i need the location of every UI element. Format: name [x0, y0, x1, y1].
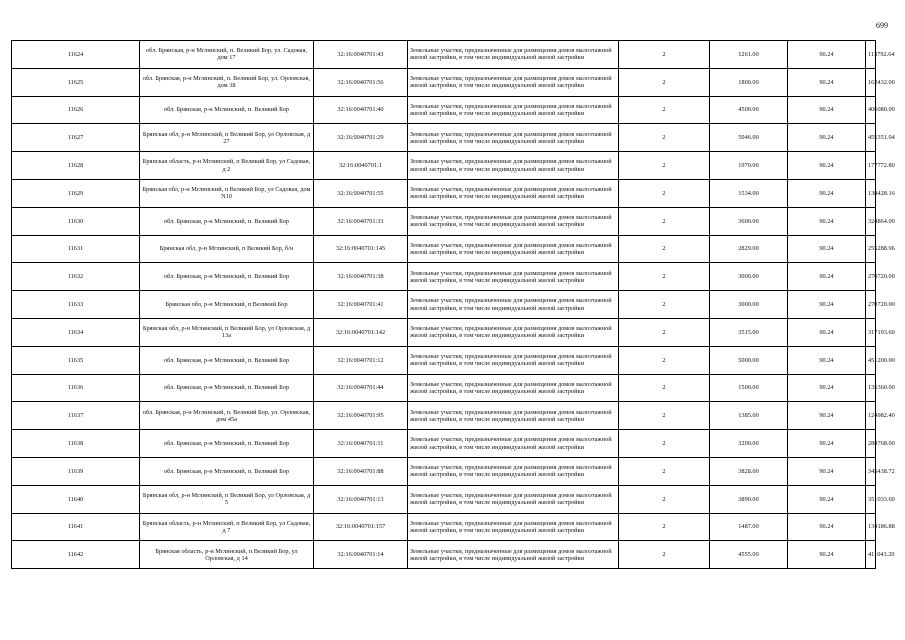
purpose-cell: Земельные участки, предназначенные для размещения домов малоэтажной жилой застройки, в том числе индивидуальной жилой застройки [408, 291, 619, 319]
table-row [12, 179, 876, 207]
cadastral-value-cell: 288768.00 [866, 430, 876, 458]
area-cell: 1800.00 [710, 68, 788, 96]
rate-cell: 90.24 [788, 457, 866, 485]
row-number: 11627 [12, 124, 140, 152]
table-row [12, 541, 876, 569]
row-number: 11638 [12, 430, 140, 458]
table-row [12, 235, 876, 263]
cadastral-value-cell: 317193.60 [866, 318, 876, 346]
cadastral-number-cell: 32:16:0040701:88 [314, 457, 408, 485]
row-number: 11629 [12, 179, 140, 207]
table-row [12, 68, 876, 96]
category-cell: 2 [619, 96, 710, 124]
rate-cell: 90.24 [788, 68, 866, 96]
cadastral-value-cell: 406080.00 [866, 96, 876, 124]
cadastral-value-cell: 113792.64 [866, 41, 876, 69]
category-cell: 2 [619, 179, 710, 207]
page-number: 699 [876, 21, 888, 30]
rate-cell: 90.24 [788, 318, 866, 346]
purpose-cell: Земельные участки, предназначенные для размещения домов малоэтажной жилой застройки, в том числе индивидуальной жилой застройки [408, 513, 619, 541]
cadastral-number-cell: 32:16:0040701:142 [314, 318, 408, 346]
address-cell: обл. Брянская, р-н Мглинский, п. Великий Бор [140, 207, 314, 235]
address-cell: обл. Брянская, р-н Мглинский, п. Великий Бор, ул. Садовая, дом 17 [140, 41, 314, 69]
address-cell: Брянская обл, р-н Мглинский, п Великий Бор, ул Орловская, д 13а [140, 318, 314, 346]
table-row [12, 374, 876, 402]
category-cell: 2 [619, 374, 710, 402]
address-cell: Брянская область, р-н Мглинский, п Великий Бор, ул Садовая, д 7 [140, 513, 314, 541]
rate-cell: 90.24 [788, 96, 866, 124]
row-number: 11634 [12, 318, 140, 346]
purpose-cell: Земельные участки, предназначенные для размещения домов малоэтажной жилой застройки, в том числе индивидуальной жилой застройки [408, 41, 619, 69]
category-cell: 2 [619, 457, 710, 485]
cadastral-value-cell: 135360.00 [866, 374, 876, 402]
rate-cell: 90.24 [788, 41, 866, 69]
rate-cell: 90.24 [788, 263, 866, 291]
row-number: 11624 [12, 41, 140, 69]
cadastral-value-cell: 270720.00 [866, 263, 876, 291]
cadastral-number-cell: 32:16:0040701:95 [314, 402, 408, 430]
row-number: 11640 [12, 485, 140, 513]
table-row [12, 318, 876, 346]
cadastral-value-cell: 124982.40 [866, 402, 876, 430]
cadastral-number-cell: 32:16:0040701:38 [314, 263, 408, 291]
cadastral-number-cell: 32:16:0040701:157 [314, 513, 408, 541]
area-cell: 3600.00 [710, 207, 788, 235]
purpose-cell: Земельные участки, предназначенные для размещения домов малоэтажной жилой застройки, в том числе индивидуальной жилой застройки [408, 541, 619, 569]
category-cell: 2 [619, 124, 710, 152]
purpose-cell: Земельные участки, предназначенные для размещения домов малоэтажной жилой застройки, в том числе индивидуальной жилой застройки [408, 457, 619, 485]
cadastral-number-cell: 32:16:0040701:55 [314, 179, 408, 207]
address-cell: обл. Брянская, р-н Мглинский, п. Великий Бор [140, 457, 314, 485]
address-cell: Брянская область, р-н Мглинский, п Великий Бор, ул Орловская, д 14 [140, 541, 314, 569]
area-cell: 3000.00 [710, 291, 788, 319]
cadastral-value-cell: 270720.00 [866, 291, 876, 319]
purpose-cell: Земельные участки, предназначенные для размещения домов малоэтажной жилой застройки, в том числе индивидуальной жилой застройки [408, 430, 619, 458]
purpose-cell: Земельные участки, предназначенные для размещения домов малоэтажной жилой застройки, в том числе индивидуальной жилой застройки [408, 346, 619, 374]
category-cell: 2 [619, 263, 710, 291]
cadastral-number-cell: 32:16:0040701:12 [314, 346, 408, 374]
cadastral-number-cell: 32:16:0040701:1 [314, 152, 408, 180]
purpose-cell: Земельные участки, предназначенные для размещения домов малоэтажной жилой застройки, в том числе индивидуальной жилой застройки [408, 179, 619, 207]
area-cell: 5000.00 [710, 346, 788, 374]
rate-cell: 90.24 [788, 291, 866, 319]
table-row [12, 346, 876, 374]
area-cell: 1487.00 [710, 513, 788, 541]
address-cell: обл. Брянская, р-н Мглинский, п. Великий Бор, ул. Орловская, дом 38 [140, 68, 314, 96]
purpose-cell: Земельные участки, предназначенные для размещения домов малоэтажной жилой застройки, в том числе индивидуальной жилой застройки [408, 318, 619, 346]
address-cell: Брянская обл, р-н Мглинский, п Великий Бор [140, 291, 314, 319]
area-cell: 5046.00 [710, 124, 788, 152]
cadastral-number-cell: 32:16:0040701:56 [314, 68, 408, 96]
cadastral-number-cell: 32:16:0040701:145 [314, 235, 408, 263]
area-cell: 1534.00 [710, 179, 788, 207]
rate-cell: 90.24 [788, 235, 866, 263]
rate-cell: 90.24 [788, 485, 866, 513]
area-cell: 2829.00 [710, 235, 788, 263]
purpose-cell: Земельные участки, предназначенные для размещения домов малоэтажной жилой застройки, в том числе индивидуальной жилой застройки [408, 152, 619, 180]
purpose-cell: Земельные участки, предназначенные для размещения домов малоэтажной жилой застройки, в том числе индивидуальной жилой застройки [408, 124, 619, 152]
row-number: 11635 [12, 346, 140, 374]
cadastral-number-cell: 32:16:0040701:11 [314, 430, 408, 458]
rate-cell: 90.24 [788, 207, 866, 235]
table-row [12, 402, 876, 430]
category-cell: 2 [619, 541, 710, 569]
row-number: 11630 [12, 207, 140, 235]
purpose-cell: Земельные участки, предназначенные для размещения домов малоэтажной жилой застройки, в том числе индивидуальной жилой застройки [408, 207, 619, 235]
rate-cell: 90.24 [788, 402, 866, 430]
row-number: 11639 [12, 457, 140, 485]
row-number: 11633 [12, 291, 140, 319]
row-number: 11642 [12, 541, 140, 569]
area-cell: 3515.00 [710, 318, 788, 346]
land-plots-table [11, 40, 895, 569]
address-cell: обл. Брянская, р-н Мглинский, п. Великий Бор [140, 430, 314, 458]
purpose-cell: Земельные участки, предназначенные для размещения домов малоэтажной жилой застройки, в том числе индивидуальной жилой застройки [408, 96, 619, 124]
cadastral-value-cell: 134186.88 [866, 513, 876, 541]
area-cell: 3000.00 [710, 263, 788, 291]
row-number: 11625 [12, 68, 140, 96]
table-row [12, 485, 876, 513]
row-number: 11636 [12, 374, 140, 402]
cadastral-value-cell: 351033.60 [866, 485, 876, 513]
cadastral-value-cell: 177772.80 [866, 152, 876, 180]
cadastral-number-cell: 32:16:0040701:40 [314, 96, 408, 124]
address-cell: Брянская обл, р-н Мглинский, п Великий Бор, ул Орловская, д 5 [140, 485, 314, 513]
table-row [12, 291, 876, 319]
rate-cell: 90.24 [788, 346, 866, 374]
row-number: 11628 [12, 152, 140, 180]
purpose-cell: Земельные участки, предназначенные для размещения домов малоэтажной жилой застройки, в том числе индивидуальной жилой застройки [408, 402, 619, 430]
cadastral-value-cell: 324864.00 [866, 207, 876, 235]
table-row [12, 207, 876, 235]
cadastral-number-cell: 32:16:0040701:43 [314, 41, 408, 69]
category-cell: 2 [619, 235, 710, 263]
cadastral-value-cell: 451200.00 [866, 346, 876, 374]
row-number: 11637 [12, 402, 140, 430]
category-cell: 2 [619, 41, 710, 69]
row-number: 11632 [12, 263, 140, 291]
address-cell: Брянская обл, р-н Мглинский, п Великий Бор, ул Садовая, дом N10 [140, 179, 314, 207]
cadastral-number-cell: 32:16:0040701:41 [314, 291, 408, 319]
address-cell: обл. Брянская, р-н Мглинский, п. Великий Бор [140, 96, 314, 124]
rate-cell: 90.24 [788, 179, 866, 207]
purpose-cell: Земельные участки, предназначенные для размещения домов малоэтажной жилой застройки, в том числе индивидуальной жилой застройки [408, 374, 619, 402]
area-cell: 3200.00 [710, 430, 788, 458]
row-number: 11641 [12, 513, 140, 541]
row-number: 11626 [12, 96, 140, 124]
table-row [12, 263, 876, 291]
address-cell: Брянская обл, р-н Мглинский, п Великий Бор, б/н [140, 235, 314, 263]
table-row [12, 513, 876, 541]
table-body [12, 41, 895, 569]
area-cell: 4500.00 [710, 96, 788, 124]
table-row [12, 457, 876, 485]
cadastral-value-cell: 255288.96 [866, 235, 876, 263]
cadastral-number-cell: 32:16:0040701:14 [314, 541, 408, 569]
category-cell: 2 [619, 346, 710, 374]
area-cell: 4555.00 [710, 541, 788, 569]
category-cell: 2 [619, 513, 710, 541]
category-cell: 2 [619, 291, 710, 319]
category-cell: 2 [619, 318, 710, 346]
table-row [12, 152, 876, 180]
rate-cell: 90.24 [788, 430, 866, 458]
address-cell: Брянская область, р-н Мглинский, п Великий Бор, ул Садовая, д 2 [140, 152, 314, 180]
rate-cell: 90.24 [788, 513, 866, 541]
area-cell: 3890.00 [710, 485, 788, 513]
cadastral-number-cell: 32:16:0040701:44 [314, 374, 408, 402]
cadastral-value-cell: 345438.72 [866, 457, 876, 485]
cadastral-number-cell: 32:16:0040701:33 [314, 207, 408, 235]
cadastral-number-cell: 32:16:0040701:29 [314, 124, 408, 152]
rate-cell: 90.24 [788, 541, 866, 569]
address-cell: обл. Брянская, р-н Мглинский, п. Великий Бор [140, 263, 314, 291]
category-cell: 2 [619, 68, 710, 96]
category-cell: 2 [619, 207, 710, 235]
rate-cell: 90.24 [788, 374, 866, 402]
cadastral-value-cell: 162432.00 [866, 68, 876, 96]
category-cell: 2 [619, 152, 710, 180]
rate-cell: 90.24 [788, 152, 866, 180]
address-cell: Брянская обл, р-н Мглинский, п Великий Бор, ул Орловская, д 27 [140, 124, 314, 152]
table-row [12, 430, 876, 458]
table-row [12, 124, 876, 152]
table-row [12, 96, 876, 124]
cadastral-value-cell: 138428.16 [866, 179, 876, 207]
area-cell: 1970.00 [710, 152, 788, 180]
cadastral-number-cell: 32:16:0040701:13 [314, 485, 408, 513]
row-number: 11631 [12, 235, 140, 263]
address-cell: обл. Брянская, р-н Мглинский, п. Великий Бор [140, 374, 314, 402]
purpose-cell: Земельные участки, предназначенные для размещения домов малоэтажной жилой застройки, в том числе индивидуальной жилой застройки [408, 68, 619, 96]
rate-cell: 90.24 [788, 124, 866, 152]
purpose-cell: Земельные участки, предназначенные для размещения домов малоэтажной жилой застройки, в том числе индивидуальной жилой застройки [408, 235, 619, 263]
area-cell: 3828.00 [710, 457, 788, 485]
category-cell: 2 [619, 402, 710, 430]
table-row [12, 41, 876, 69]
address-cell: обл. Брянская, р-н Мглинский, п. Великий Бор, ул. Орловская, дом 45а [140, 402, 314, 430]
category-cell: 2 [619, 430, 710, 458]
address-cell: обл. Брянская, р-н Мглинский, п. Великий Бор [140, 346, 314, 374]
area-cell: 1385.00 [710, 402, 788, 430]
purpose-cell: Земельные участки, предназначенные для размещения домов малоэтажной жилой застройки, в том числе индивидуальной жилой застройки [408, 485, 619, 513]
purpose-cell: Земельные участки, предназначенные для размещения домов малоэтажной жилой застройки, в том числе индивидуальной жилой застройки [408, 263, 619, 291]
cadastral-value-cell: 455351.04 [866, 124, 876, 152]
area-cell: 1500.00 [710, 374, 788, 402]
area-cell: 1261.00 [710, 41, 788, 69]
cadastral-value-cell: 411043.20 [866, 541, 876, 569]
category-cell: 2 [619, 485, 710, 513]
